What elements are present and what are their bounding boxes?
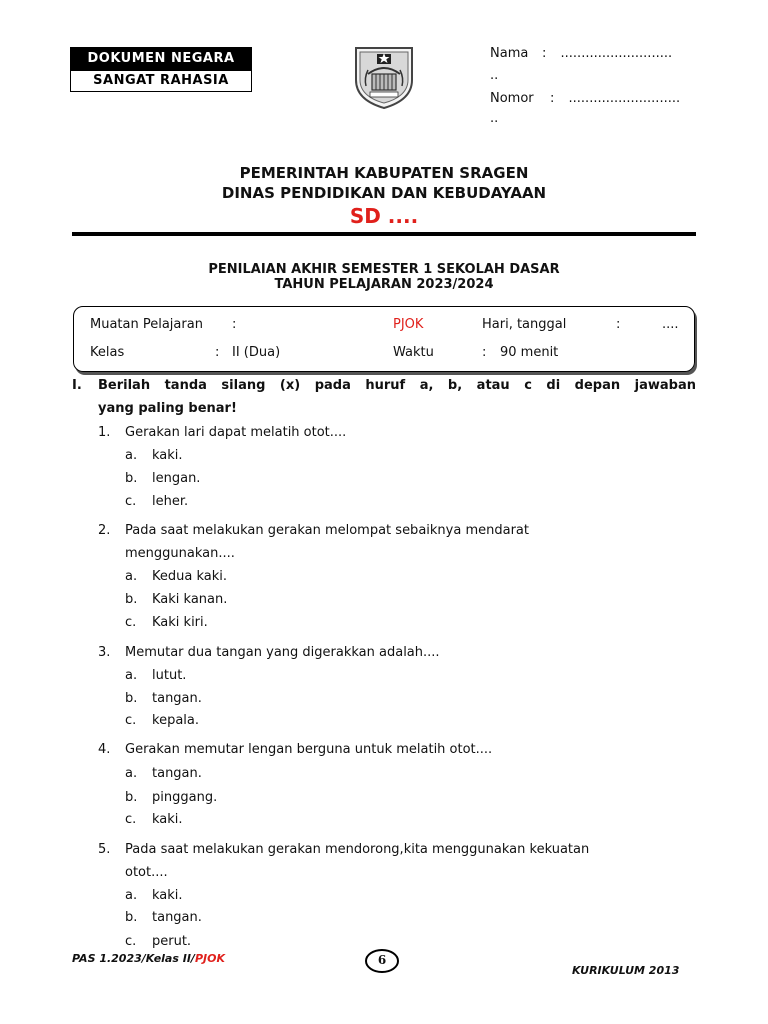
school-name: SD .... (349, 204, 419, 228)
question-number: 5. (98, 842, 111, 857)
question-text: Gerakan lari dapat melatih otot.... (125, 425, 347, 440)
class-label: Kelas (90, 345, 125, 360)
nama-dots: ........................... (560, 46, 673, 61)
footer-left (72, 952, 225, 965)
option-letter: c. (125, 494, 137, 509)
option-text: kaki. (152, 888, 183, 903)
subject-value: PJOK (393, 317, 424, 332)
stamp-bottom-label: SANGAT RAHASIA (71, 70, 251, 91)
question-text: Gerakan memutar lengan berguna untuk melatih otot.... (125, 742, 493, 757)
option-text: lutut. (152, 668, 187, 683)
option-text: kepala. (152, 713, 199, 728)
department-title: DINAS PENDIDIKAN DAN KEBUDAYAAN (221, 184, 547, 202)
footer-exam-code: PAS 1.2023/Kelas II/ (72, 952, 195, 965)
question-number: 2. (98, 523, 111, 538)
nama-dots-cont: .. (490, 68, 499, 83)
date-colon: : (616, 317, 621, 332)
question-text: Memutar dua tangan yang digerakkan adalah.... (125, 645, 440, 660)
option-letter: a. (125, 569, 138, 584)
class-value: II (Dua) (232, 345, 281, 360)
classification-stamp (70, 47, 252, 92)
footer-curriculum: KURIKULUM 2013 (572, 964, 680, 977)
section-instruction-line1: Berilah tanda silang (x) pada huruf a, b, atau c di depan jawaban (98, 378, 696, 393)
nomor-label: Nomor (490, 91, 534, 106)
option-text: Kaki kiri. (152, 615, 208, 630)
section-number: I. (72, 378, 82, 393)
nama-label: Nama (490, 46, 529, 61)
footer-subject: PJOK (194, 952, 225, 965)
question-text-cont: menggunakan.... (125, 546, 235, 561)
nomor-dots: ........................... (568, 91, 681, 106)
option-text: leher. (152, 494, 189, 509)
option-letter: c. (125, 934, 137, 949)
question-text: Pada saat melakukan gerakan mendorong,kita menggunakan kekuatan (125, 842, 590, 857)
question-text-cont: otot.... (125, 865, 168, 880)
option-letter: c. (125, 812, 137, 827)
government-title: PEMERINTAH KABUPATEN SRAGEN (239, 164, 529, 182)
exam-info-box (73, 306, 695, 372)
time-colon: : (482, 345, 487, 360)
sragen-regency-emblem-icon (350, 44, 418, 110)
option-letter: b. (125, 691, 138, 706)
academic-year: TAHUN PELAJARAN 2023/2024 (274, 277, 494, 292)
option-text: perut. (152, 934, 192, 949)
option-letter: b. (125, 790, 138, 805)
date-value: .... (662, 317, 679, 332)
question-number: 1. (98, 425, 111, 440)
date-label: Hari, tanggal (482, 317, 567, 332)
question-number: 3. (98, 645, 111, 660)
nama-line (490, 46, 672, 61)
option-letter: c. (125, 615, 137, 630)
stamp-top-label: DOKUMEN NEGARA (71, 48, 251, 70)
exam-title: PENILAIAN AKHIR SEMESTER 1 SEKOLAH DASAR (208, 262, 560, 277)
subject-colon: : (232, 317, 237, 332)
nomor-colon: : (550, 91, 555, 106)
class-colon: : (215, 345, 220, 360)
nama-colon: : (542, 46, 547, 61)
option-letter: a. (125, 888, 138, 903)
header-divider (72, 232, 696, 236)
option-text: kaki. (152, 448, 183, 463)
option-text: tangan. (152, 766, 202, 781)
option-text: lengan. (152, 471, 201, 486)
option-letter: a. (125, 766, 138, 781)
option-letter: c. (125, 713, 137, 728)
option-letter: b. (125, 592, 138, 607)
time-value: 90 menit (500, 345, 559, 360)
option-letter: a. (125, 668, 138, 683)
option-text: tangan. (152, 691, 202, 706)
section-instruction-line2: yang paling benar! (98, 401, 237, 416)
page-number-badge (363, 948, 401, 974)
option-text: Kaki kanan. (152, 592, 228, 607)
option-text: tangan. (152, 910, 202, 925)
nomor-dots-cont: .. (490, 111, 499, 126)
subject-label: Muatan Pelajaran (90, 317, 203, 332)
question-number: 4. (98, 742, 111, 757)
option-letter: b. (125, 471, 138, 486)
option-text: kaki. (152, 812, 183, 827)
option-text: pinggang. (152, 790, 218, 805)
nomor-line (490, 91, 680, 106)
option-letter: a. (125, 448, 138, 463)
option-text: Kedua kaki. (152, 569, 228, 584)
time-label: Waktu (393, 345, 434, 360)
question-text: Pada saat melakukan gerakan melompat sebaiknya mendarat (125, 523, 529, 538)
page-number: 6 (377, 953, 387, 967)
option-letter: b. (125, 910, 138, 925)
